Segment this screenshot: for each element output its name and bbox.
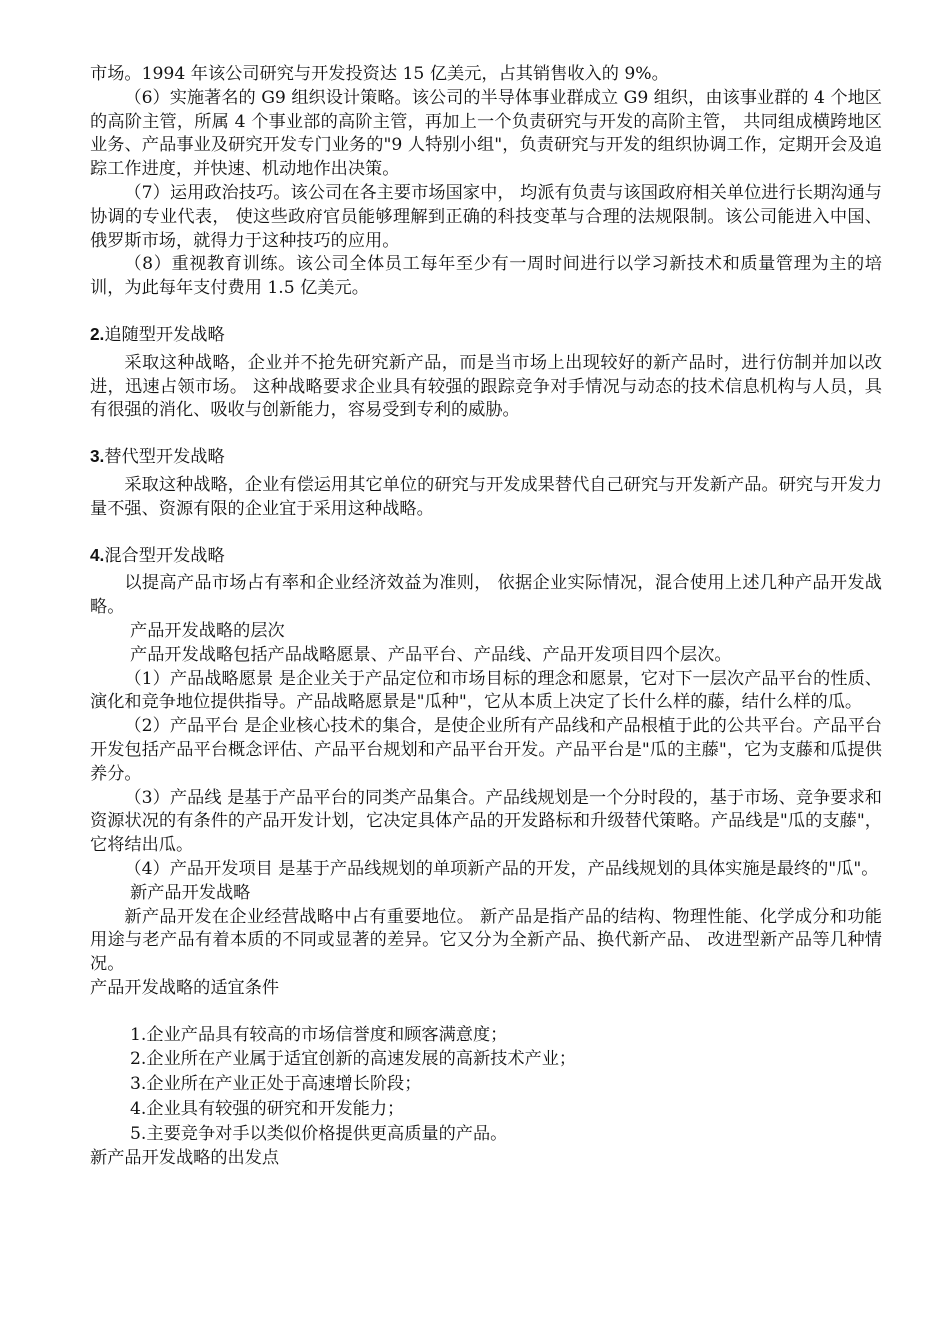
document-body xyxy=(90,63,882,1170)
list-item: 5.主要竞争对手以类似价格提供更高质量的产品。 xyxy=(130,1123,508,1144)
paragraph-level-vision: （1）产品战略愿景 是企业关于产品定位和市场目标的理念和愿景，它对下一层次产品平台的性质、演化和竞争地位提供指导。产品战略愿景是"瓜种"，它从本质上决定了长什么样的藤，结什么样的瓜。 xyxy=(90,668,882,713)
list-item: 2.企业所在产业属于适宜创新的高速发展的高新技术产业； xyxy=(130,1049,577,1070)
paragraph-mixed-strategy: 以提高产品市场占有率和企业经济效益为准则， 依据企业实际情况，混合使用上述几种产品开发战略。 xyxy=(90,573,882,618)
section-heading-substitute-strategy xyxy=(90,445,882,470)
heading-starting-point: 新产品开发战略的出发点 xyxy=(90,1147,280,1168)
section-heading-mixed-strategy xyxy=(90,544,882,569)
paragraph-level-platform: （2）产品平台 是企业核心技术的集合，是使企业所有产品线和产品根植于此的公共平台。产品平台开发包括产品平台概念评估、产品平台规划和产品平台开发。产品平台是"瓜的主藤"，它为支藤和瓜提供养分。 xyxy=(90,716,882,784)
list-item: 4.企业具有较强的研究和开发能力； xyxy=(130,1099,405,1120)
paragraph-g9-strategy: （6）实施著名的 G9 组织设计策略。该公司的半导体事业群成立 G9 组织，由该事业群的 4 个地区的高阶主管，所属 4 个事业部的高阶主管，再加上一个负责研究与开发的高阶主管， 共同组成横跨地区业务、产品事业及研究开发专门业务的"9 人特别小组"，负责研究与开发的组织协调工作，定期开会及追踪工作进度，并快速、机动地作出决策。 xyxy=(90,87,882,180)
section-number: 3. xyxy=(90,446,105,467)
section-title: 追随型开发战略 xyxy=(104,324,225,345)
paragraph-levels-intro: 产品开发战略包括产品战略愿景、产品平台、产品线、产品开发项目四个层次。 xyxy=(130,644,732,665)
paragraph-new-product-strategy: 新产品开发在企业经营战略中占有重要地位。 新产品是指产品的结构、物理性能、化学成分和功能用途与老产品有着本质的不同或显著的差异。它又分为全新产品、换代新产品、 改进型新产品等几种情况。 xyxy=(90,906,882,975)
subheading-new-product-strategy: 新产品开发战略 xyxy=(130,882,251,903)
paragraph-level-project: （4）产品开发项目 是基于产品线规划的单项新产品的开发，产品线规划的具体实施是最终的"瓜"。 xyxy=(124,858,879,879)
section-heading-follow-strategy xyxy=(90,323,882,348)
paragraph-level-product-line: （3）产品线 是基于产品平台的同类产品集合。产品线规划是一个分时段的，基于市场、竞争要求和资源状况的有条件的产品开发计划，它决定具体产品的开发路标和升级替代策略。产品线是"瓜的支藤"，它将结出瓜。 xyxy=(90,787,882,856)
paragraph-follow-strategy: 采取这种战略，企业并不抢先研究新产品，而是当市场上出现较好的新产品时，进行仿制并加以改进，迅速占领市场。 这种战略要求企业具有较强的跟踪竞争对手情况与动态的技术信息机构与人员，具有很强的消化、吸收与创新能力，容易受到专利的威胁。 xyxy=(90,352,882,421)
section-number: 4. xyxy=(90,544,105,565)
subheading-strategy-levels: 产品开发战略的层次 xyxy=(130,620,285,641)
paragraph-training: （8）重视教育训练。该公司全体员工每年至少有一周时间进行以学习新技术和质量管理为主的培训，为此每年支付费用 1.5 亿美元。 xyxy=(90,254,882,299)
list-item: 1.企业产品具有较高的市场信誉度和顾客满意度； xyxy=(130,1024,508,1045)
paragraph-substitute-strategy: 采取这种战略，企业有偿运用其它单位的研究与开发成果替代自己研究与开发新产品。研究与开发力量不强、资源有限的企业宜于采用这种战略。 xyxy=(90,474,882,519)
heading-suitable-conditions: 产品开发战略的适宜条件 xyxy=(90,977,280,998)
paragraph-market-investment: 市场。1994 年该公司研究与开发投资达 15 亿美元，占其销售收入的 9%。 xyxy=(90,64,669,84)
list-item: 3.企业所在产业正处于高速增长阶段； xyxy=(130,1074,422,1095)
paragraph-political-skill: （7）运用政治技巧。该公司在各主要市场国家中， 均派有负责与该国政府相关单位进行长期沟通与协调的专业代表， 使这些政府官员能够理解到正确的科技变革与合理的法规限制。该公司能进入中国、俄罗斯市场，就得力于这种技巧的应用。 xyxy=(90,182,882,251)
conditions-list xyxy=(90,1023,882,1147)
section-number: 2. xyxy=(90,323,105,344)
section-title: 混合型开发战略 xyxy=(104,545,225,566)
section-title: 替代型开发战略 xyxy=(104,447,225,468)
